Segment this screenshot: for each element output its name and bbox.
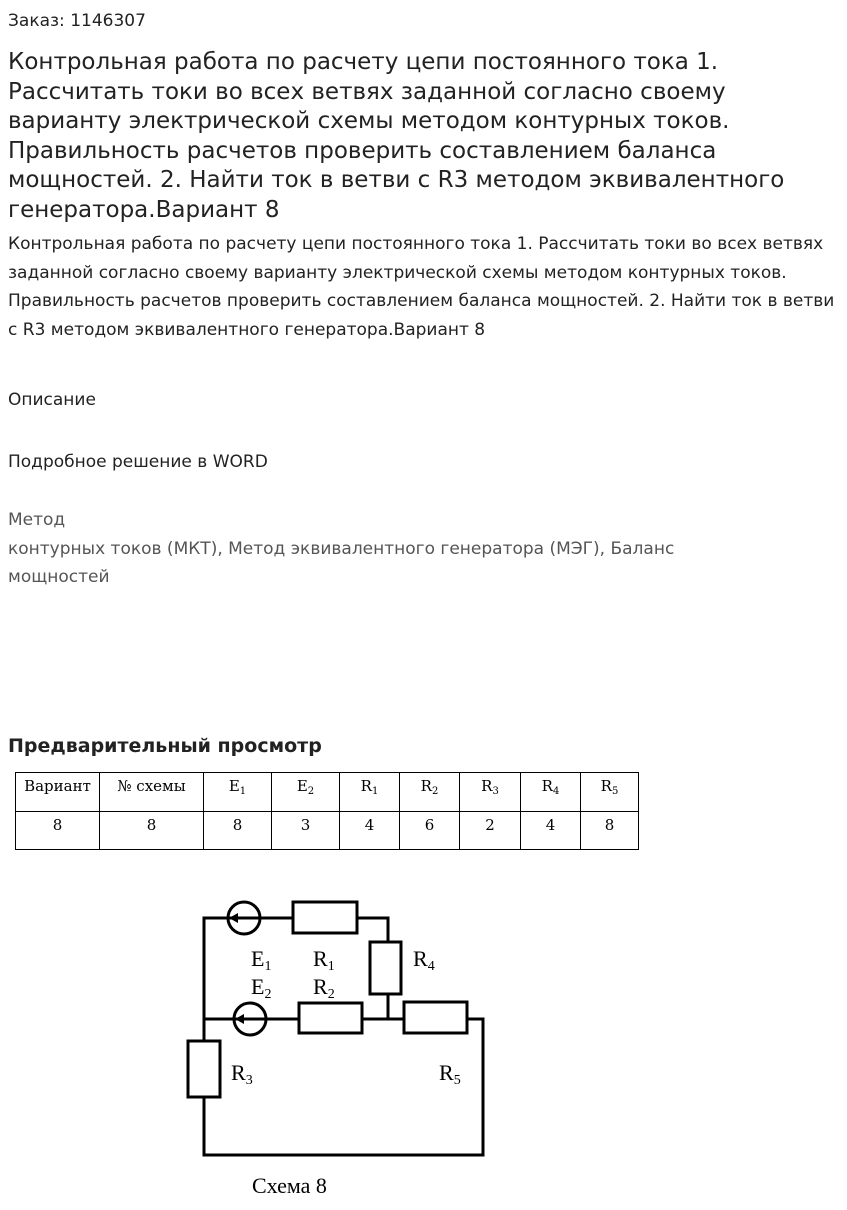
header-e1: $E_1$ <box>204 773 272 812</box>
order-label: Заказ: <box>8 11 65 31</box>
parameters-table <box>15 772 639 850</box>
header-r5: $R_5$ <box>581 773 639 812</box>
lead-text: Контрольная работа по расчету цепи постоянного тока 1. Рассчитать токи во всех ветвях заданной согласно своему варианту электрической схемы методом контурных токов. Правильность расчетов проверить составлением баланса мощностей. 2. Найти ток в ветви с R3 методом эквивалентного генератора.Вариант 8 <box>8 234 835 341</box>
table-header-row <box>16 773 639 812</box>
circuit-diagram <box>0 880 847 1210</box>
label-e1: E1 <box>251 946 272 974</box>
resistor-r1 <box>293 902 357 933</box>
page-title: Контрольная работа по расчету цепи постоянного тока 1. Рассчитать токи во всех ветвях заданной согласно своему варианту электрической схемы методом контурных токов. Правильность расчетов проверить составлением баланса мощностей. 2. Найти ток в ветви с R3 методом эквивалентного генератора.Вариант 8 <box>8 49 785 223</box>
label-e2: E2 <box>251 974 272 1002</box>
description-heading: Описание <box>8 390 96 410</box>
label-r4: R4 <box>413 946 435 974</box>
label-r1: R1 <box>313 946 335 974</box>
description-text: Подробное решение в WORD <box>8 452 268 472</box>
table-cell: 3 <box>272 812 340 850</box>
resistor-r5 <box>404 1002 467 1033</box>
table-cell: 8 <box>204 812 272 850</box>
header-r2: $R_2$ <box>400 773 460 812</box>
label-r5: R5 <box>439 1060 461 1088</box>
header-variant: Вариант <box>16 773 100 812</box>
header-r3: $R_3$ <box>460 773 521 812</box>
header-e2: $E_2$ <box>272 773 340 812</box>
table-cell: 8 <box>16 812 100 850</box>
resistor-r4 <box>370 942 401 994</box>
method-line-1: контурных токов (МКТ), Метод эквивалентного генератора (МЭГ), Баланс <box>8 538 675 559</box>
source-e2-icon <box>234 1003 266 1035</box>
source-e1-icon <box>228 902 260 934</box>
header-r4: $R_4$ <box>521 773 581 812</box>
table-cell: 2 <box>460 812 521 850</box>
header-r1: $R_1$ <box>340 773 400 812</box>
scheme-caption: Схема 8 <box>252 1173 327 1198</box>
order-number: 1146307 <box>70 11 146 31</box>
label-r2: R2 <box>313 974 335 1002</box>
resistor-r3 <box>188 1041 220 1097</box>
table-cell: 4 <box>521 812 581 850</box>
table-row <box>16 812 639 850</box>
method-label: Метод <box>8 510 66 530</box>
table-cell: 4 <box>340 812 400 850</box>
table-cell: 6 <box>400 812 460 850</box>
method-block <box>8 506 808 592</box>
header-scheme-number: № схемы <box>100 773 204 812</box>
method-line-2: мощностей <box>8 567 110 587</box>
resistor-r2 <box>299 1003 362 1033</box>
preview-heading: Предварительный просмотр <box>8 735 322 757</box>
order-line <box>8 10 146 32</box>
label-r3: R3 <box>231 1060 253 1088</box>
table-cell: 8 <box>100 812 204 850</box>
table-cell: 8 <box>581 812 639 850</box>
